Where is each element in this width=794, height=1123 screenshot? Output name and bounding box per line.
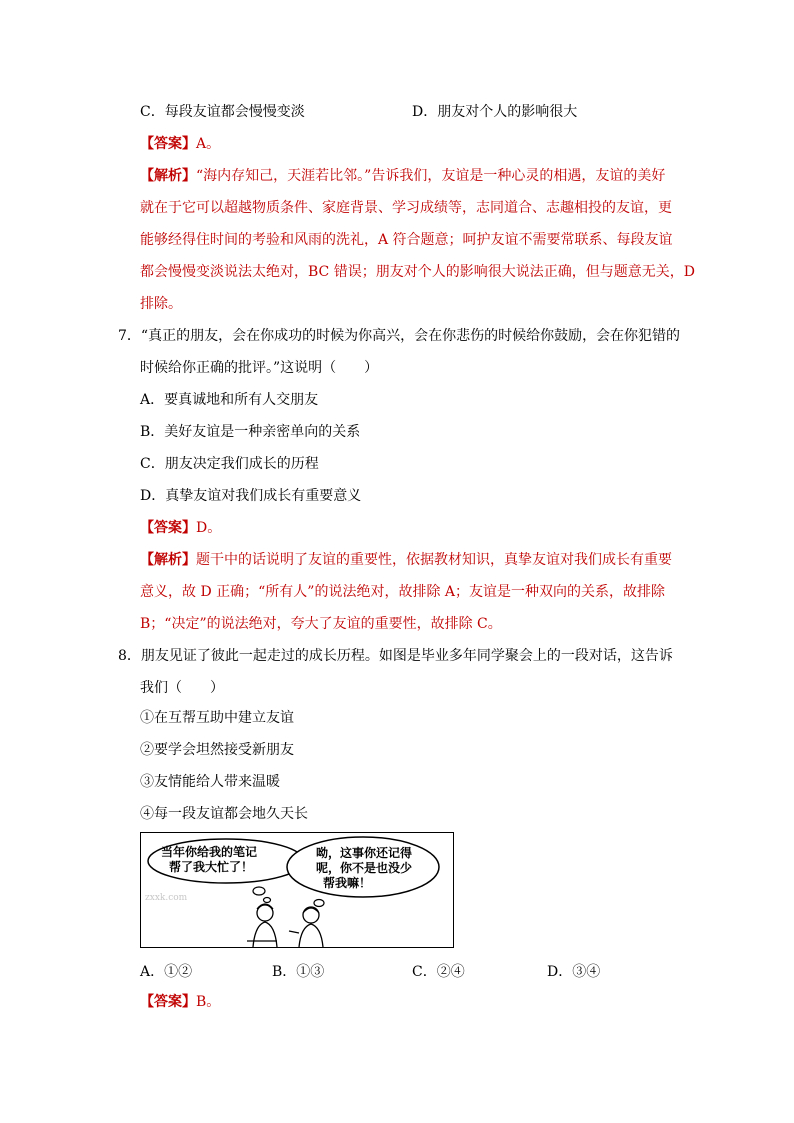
analysis-text: “海内存知己，天涯若比邻。”告诉我们，友谊是一种心灵的相遇，友谊的美好 (196, 168, 666, 184)
right-bubble-line-2: 呢，你不是也没少 (316, 861, 413, 875)
analysis-tag: 【解析】 (140, 168, 196, 184)
q7-option-a: A．要真诚地和所有人交朋友 (140, 392, 319, 408)
thought-dot (264, 898, 271, 903)
q7-stem-line-2: 时候给你正确的批评。”这说明（ ） (140, 360, 379, 376)
answer-tag: 【答案】 (140, 520, 196, 536)
left-person-figure (247, 904, 277, 947)
q7-analysis-line-1 (140, 550, 672, 570)
right-bubble-line-1: 呦，这事你还记得 (316, 846, 413, 860)
q8-item-4: ④每一段友谊都会地久天长 (140, 806, 308, 822)
left-bubble-line-1: 当年你给我的笔记 (161, 845, 258, 859)
thought-dot (253, 887, 265, 895)
q7-option-b: B．美好友谊是一种亲密单向的关系 (140, 424, 361, 440)
q8-stem-line-1: 8．朋友见证了彼此一起走过的成长历程。如图是毕业多年同学聚会上的一段对话，这告诉 (118, 648, 673, 664)
q7-option-c: C．朋友决定我们成长的历程 (140, 456, 319, 472)
answer-value: D。 (196, 520, 222, 536)
prev-option-d: D．朋友对个人的影响很大 (412, 104, 578, 120)
analysis-text: 题干中的话说明了友谊的重要性，依据教材知识，真挚友谊对我们成长有重要 (196, 552, 672, 568)
right-bubble-line-3: 帮我嘛！ (323, 876, 372, 890)
prev-analysis-line-3: 能够经得住时间的考验和风雨的洗礼，A 符合题意；呵护友谊不需要常联系、每段友谊 (140, 232, 673, 248)
prev-option-c: C．每段友谊都会慢慢变淡 (140, 104, 305, 120)
answer-tag: 【答案】 (140, 136, 196, 152)
q8-option-c: C．②④ (412, 964, 465, 980)
q8-item-3: ③友情能给人带来温暖 (140, 774, 280, 790)
q8-option-d: D．③④ (547, 964, 601, 980)
prev-analysis-line-4: 都会慢慢变淡说法太绝对，BC 错误；朋友对个人的影响很大说法正确，但与题意无关，D (140, 264, 695, 280)
q7-analysis-line-2: 意义，故 D 正确；“所有人”的说法绝对，故排除 A；友谊是一种双向的关系，故排除 (140, 584, 665, 600)
answer-tag: 【答案】 (140, 994, 196, 1010)
q8-stem-line-2: 我们（ ） (140, 680, 224, 696)
right-person-figure (289, 907, 323, 947)
prev-answer (140, 134, 220, 154)
q8-item-2: ②要学会坦然接受新朋友 (140, 742, 294, 758)
prev-analysis-line-1 (140, 166, 665, 186)
analysis-tag: 【解析】 (140, 552, 196, 568)
left-bubble-line-2: 帮了我大忙了！ (169, 860, 254, 874)
q8-answer (140, 992, 220, 1012)
thought-dot (314, 900, 324, 907)
dialogue-cartoon (140, 832, 454, 948)
q7-analysis-line-3: B；“决定”的说法绝对，夸大了友谊的重要性，故排除 C。 (140, 616, 502, 632)
q8-option-a: A．①② (140, 964, 193, 980)
q7-option-d: D．真挚友谊对我们成长有重要意义 (140, 488, 362, 504)
prev-analysis-line-2: 就在于它可以超越物质条件、家庭背景、学习成绩等，志同道合、志趣相投的友谊，更 (140, 200, 672, 216)
q7-stem-line-1: 7．“真正的朋友，会在你成功的时候为你高兴，会在你悲伤的时候给你鼓励，会在你犯错的 (118, 328, 681, 344)
q7-answer (140, 518, 221, 538)
answer-value: B。 (196, 994, 221, 1010)
watermark: zxxk.com (145, 893, 188, 903)
q8-item-1: ①在互帮互助中建立友谊 (140, 710, 294, 726)
q8-option-b: B．①③ (272, 964, 325, 980)
prev-analysis-line-5: 排除。 (140, 296, 182, 312)
answer-value: A。 (196, 136, 221, 152)
